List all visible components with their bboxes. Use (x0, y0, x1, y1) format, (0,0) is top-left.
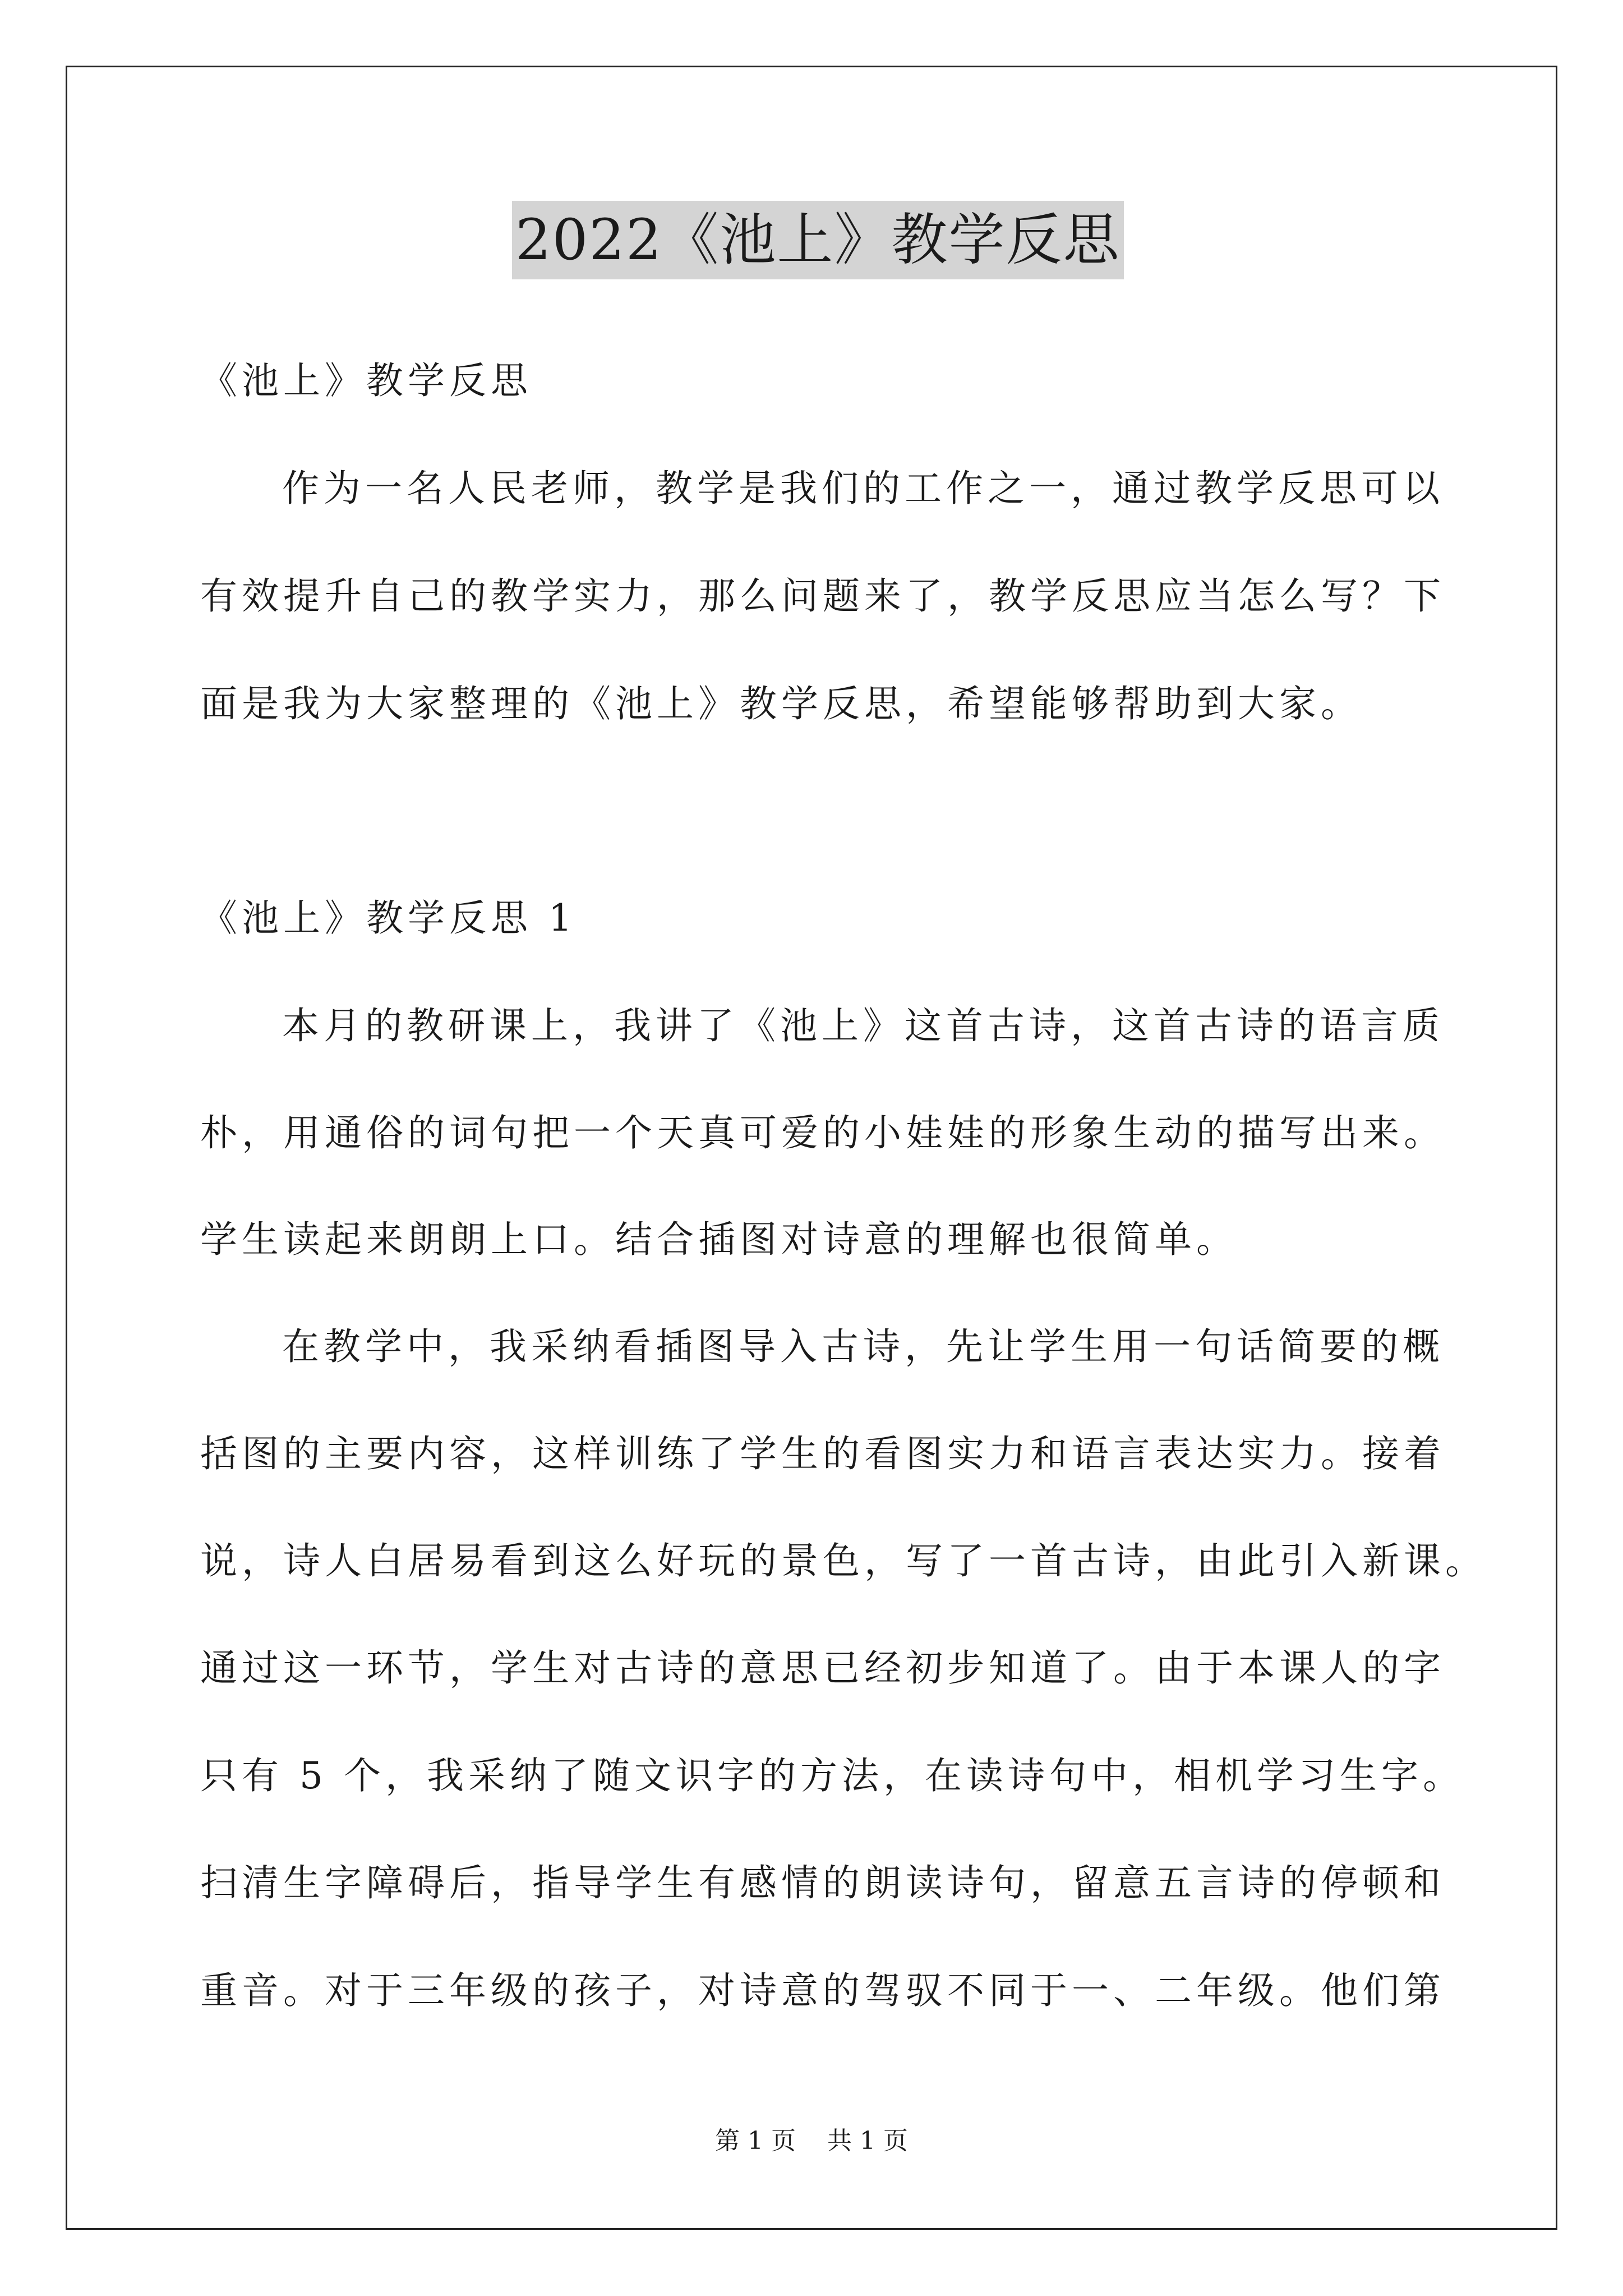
document-title: 2022《池上》教学反思 (512, 201, 1124, 279)
paragraph2-line: 重音。对于三年级的孩子，对诗意的驾驭不同于一、二年级。他们第 (200, 1969, 1445, 2012)
paragraph1-line: 朴，用通俗的词句把一个天真可爱的小娃娃的形象生动的描写出来。 (200, 1111, 1445, 1154)
intro-line: 作为一名人民老师，教学是我们的工作之一，通过教学反思可以 (282, 467, 1444, 510)
paragraph2-line: 说，诗人白居易看到这么好玩的景色，写了一首古诗，由此引入新课。 (200, 1539, 1487, 1582)
intro-line: 面是我为大家整理的《池上》教学反思，希望能够帮助到大家。 (200, 682, 1362, 725)
paragraph2-line: 在教学中，我采纳看插图导入古诗，先让学生用一句话简要的概 (282, 1325, 1444, 1368)
subtitle: 《池上》教学反思 (200, 359, 532, 402)
paragraph2-line: 只有 5 个，我采纳了随文识字的方法，在读诗句中，相机学习生字。 (200, 1754, 1464, 1797)
paragraph2-line: 括图的主要内容，这样训练了学生的看图实力和语言表达实力。接着 (200, 1432, 1445, 1475)
paragraph1-line: 学生读起来朗朗上口。结合插图对诗意的理解也很简单。 (200, 1218, 1238, 1261)
intro-line: 有效提升自己的教学实力，那么问题来了，教学反思应当怎么写？下 (200, 574, 1445, 618)
section-heading: 《池上》教学反思 1 (200, 896, 577, 940)
paragraph2-line: 扫清生字障碍后，指导学生有感情的朗读诗句，留意五言诗的停顿和 (200, 1861, 1445, 1904)
page-footer: 第 1 页 共 1 页 (715, 2127, 908, 2155)
paragraph2-line: 通过这一环节，学生对古诗的意思已经初步知道了。由于本课人的字 (200, 1646, 1445, 1690)
paragraph1-line: 本月的教研课上，我讲了《池上》这首古诗，这首古诗的语言质 (282, 1004, 1444, 1047)
